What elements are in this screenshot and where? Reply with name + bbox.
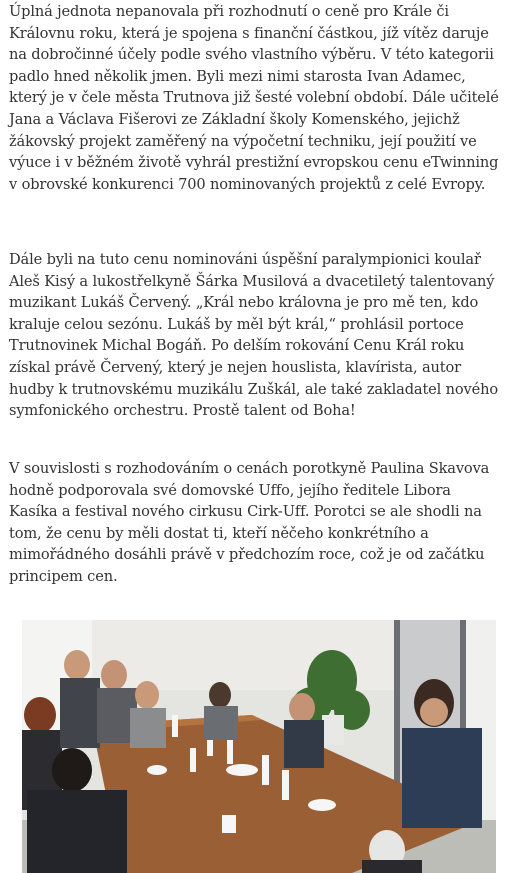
article-paragraph-1: Úplná jednota nepanovala při rozhodnutí o ceně pro Krále či Královnu roku, která je spojena s finanční částkou, jíž vítěz daruje na dobročinné účely podle svého vlastního výběru. V této kategorii padlo hned několik jmen. Byli mezi nimi starosta Ivan Adamec, který je v čele města Trutnova již šesté volební období. Dále učitelé Jana a Václava Fišerovi ze Základní školy Komenského, jejichž žákovský projekt zaměřený na výpočetní techniku, její použití ve výuce i v běžném životě vyhrál prestižní evropskou cenu eTwinning v obrovské konkurenci 700 nominovaných projektů z celé Evropy. bbox=[9, 3, 499, 193]
article-paragraph-3: V souvislosti s rozhodováním o cenách porotkyně Paulina Skavova hodně podporovala své domovské Uffo, jejího ředitele Libora Kasíka a festival nového cirkusu Cirk-Uff. Porotci se ale shodli na tom, že cenu by měli dostat ti, kteří něčeho konkrétního a mimořádného dosáhli právě v předchozím roce, což je od začátku principem cen. bbox=[9, 460, 490, 585]
meeting-photo bbox=[22, 620, 496, 873]
article-paragraph-2: Dále byli na tuto cenu nominováni úspěšní paralympionici koulař Aleš Kisý a lukostřelkyně Šárka Musilová a dvacetiletý talentovaný muzikant Lukáš Červený. „Král nebo královna je pro mě ten, kdo kraluje celou sezónu. Lukáš by měl být král,“ prohlásil portoce Trutnovinek Michal Bogáň. Po delším rokování Cenu Král roku získal právě Červený, který je nejen houslista, klavírista, autor hudby k trutnovskému muzikálu Zuškál, ale také zakladatel nového symfonického orchestru. Prostě talent od Boha! bbox=[9, 251, 499, 420]
